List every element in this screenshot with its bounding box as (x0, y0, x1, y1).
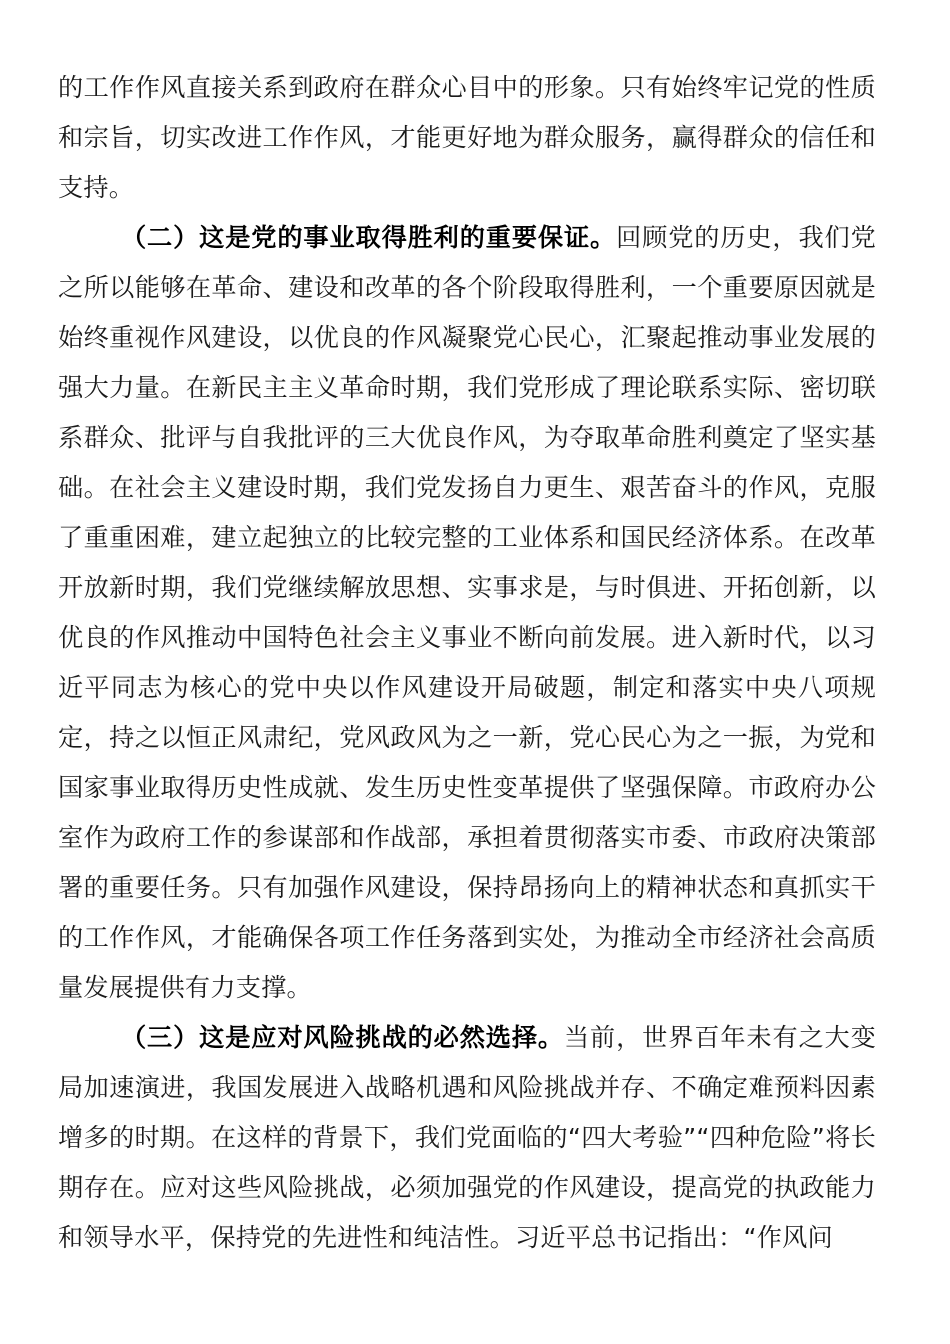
paragraph-section-2 (58, 213, 876, 1013)
paragraph-text: 当前，世界百年未有之大变局加速演进，我国发展进入战略机遇和风险挑战并存、不确定难预料因素增多的时期。在这样的背景下，我们党面临的“四大考验”“四种危险”将长期存在。应对这些风险挑战，必须加强党的作风建设，提高党的执政能力和领导水平，保持党的先进性和纯洁性。习近平总书记指出：“作风问 (58, 1023, 877, 1252)
paragraph-continuation (58, 63, 876, 213)
paragraph-section-3 (58, 1013, 876, 1263)
section-heading: （三）这是应对风险挑战的必然选择。 (121, 1023, 564, 1052)
section-heading: （二）这是党的事业取得胜利的重要保证。 (121, 223, 617, 252)
paragraph-text: 回顾党的历史，我们党之所以能够在革命、建设和改革的各个阶段取得胜利，一个重要原因就是始终重视作风建设，以优良的作风凝聚党心民心，汇聚起推动事业发展的强大力量。在新民主主义革命时期，我们党形成了理论联系实际、密切联系群众、批评与自我批评的三大优良作风，为夺取革命胜利奠定了坚实基础。在社会主义建设时期，我们党发扬自力更生、艰苦奋斗的作风，克服了重重困难，建立起独立的比较完整的工业体系和国民经济体系。在改革开放新时期，我们党继续解放思想、实事求是，与时俱进、开拓创新，以优良的作风推动中国特色社会主义事业不断向前发展。进入新时代，以习近平同志为核心的党中央以作风建设开局破题，制定和落实中央八项规定，持之以恒正风肃纪，党风政风为之一新，党心民心为之一振，为党和国家事业取得历史性成就、发生历史性变革提供了坚强保障。市政府办公室作为政府工作的参谋部和作战部，承担着贯彻落实市委、市政府决策部署的重要任务。只有加强作风建设，保持昂扬向上的精神状态和真抓实干的工作作风，才能确保各项工作任务落到实处，为推动全市经济社会高质量发展提供有力支撑。 (58, 223, 876, 1002)
paragraph-text: 的工作作风直接关系到政府在群众心目中的形象。只有始终牢记党的性质和宗旨，切实改进工作作风，才能更好地为群众服务，赢得群众的信任和支持。 (58, 73, 876, 202)
document-body (58, 63, 876, 1263)
